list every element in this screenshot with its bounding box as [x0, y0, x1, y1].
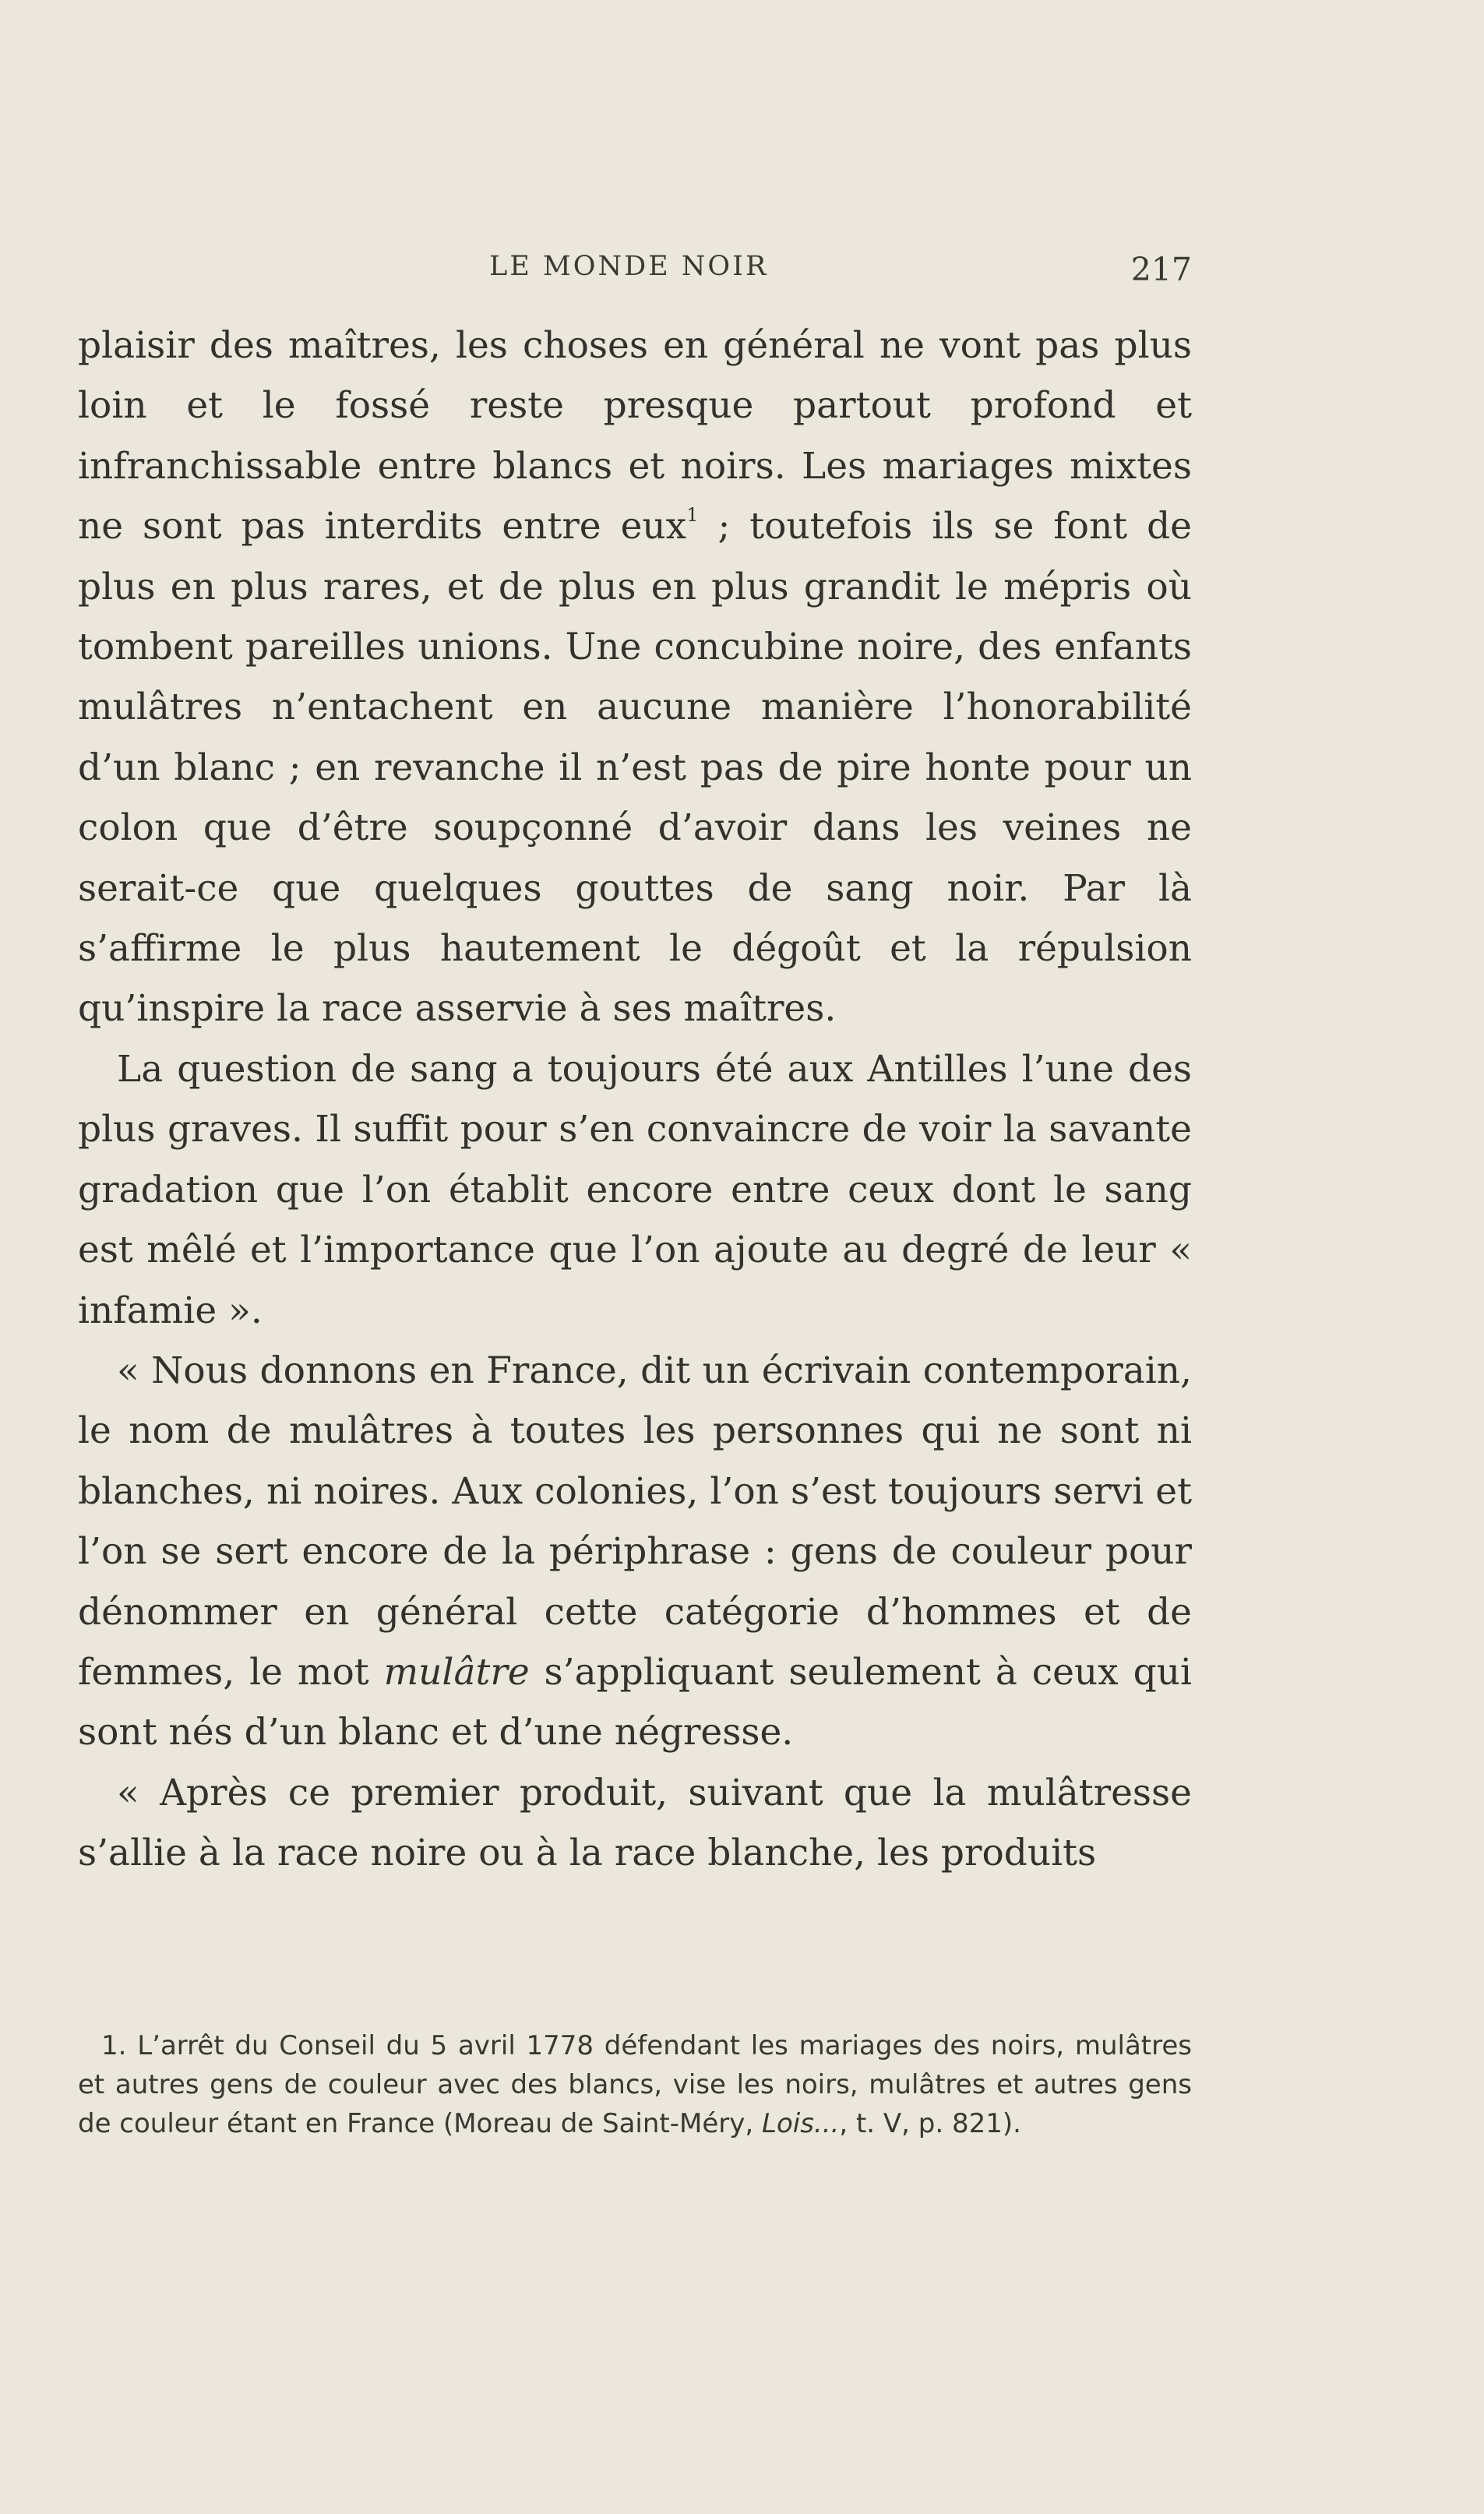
running-title: LE MONDE NOIR [489, 251, 769, 282]
paragraph-4: « Après ce premier produit, suivant que la mulâtresse s’allie à la race noire ou à la race blanche, les produits [78, 1771, 1192, 1875]
footnote-section [78, 2026, 1192, 2143]
paragraph-3 [78, 1341, 1192, 1763]
paragraph-2: La question de sang a toujours été aux Antilles l’une des plus graves. Il suffit pour s’en convaincre de voir la savante gradation que l’on établit encore entre ceux dont le sang est mêlé et l’importance que l’on ajoute au degré de leur « infamie ». [78, 1047, 1192, 1332]
main-text [78, 316, 1192, 1884]
italic-term: mulâtre [383, 1650, 530, 1694]
footnote-number: 1. [101, 2030, 127, 2061]
page-number: 217 [1130, 251, 1192, 288]
footnote-text-end: , t. V, p. 821). [839, 2108, 1021, 2139]
footnote-text-start: L’arrêt du Conseil du 5 avril 1778 défendant les mariages des noirs, mulâtres et autres gens de couleur avec des blancs, vise les noirs, mulâtres et autres gens de couleur étant en France (Moreau de Saint-Méry, [78, 2030, 1192, 2139]
footnote-italic-title: Lois... [762, 2108, 840, 2139]
paragraph-1-text-start: plaisir des maîtres, les choses en général ne vont pas plus loin et le fossé reste presque partout profond et infranchissable entre blancs et noirs. Les mariages mixtes ne sont pas interdits entre eux [78, 324, 1192, 548]
paragraph-3-text-end: s’appliquant seulement à ceux qui sont nés d’un blanc et d’une négresse. [78, 1650, 1192, 1754]
footnote-1 [78, 2026, 1192, 2143]
page-header [78, 251, 1192, 290]
paragraph-1 [78, 316, 1192, 1039]
paragraph-3-text-start: « Nous donnons en France, dit un écrivain contemporain, le nom de mulâtres à toutes les personnes qui ne sont ni blanches, ni noires. Aux colonies, l’on s’est toujours servi et l’on se sert encore de la périphrase : gens de couleur pour dénommer en général cette catégorie d’hommes et de femmes, le mot [78, 1349, 1192, 1694]
footnote-reference: 1 [686, 504, 699, 527]
paragraph-1-text-end: ; toutefois ils se font de plus en plus rares, et de plus en plus grandit le mépris où tombent pareilles unions. Une concubine noire, des enfants mulâtres n’entachent en aucune manière l’honorabilité d’un blanc ; en revanche il n’est pas de pire honte pour un colon que d’être soupçonné d’avoir dans les veines ne serait-ce que quelques gouttes de sang noir. Par là s’affirme le plus hautement le dégoût et la répulsion qu’inspire la race asservie à ses maîtres. [78, 505, 1192, 1031]
